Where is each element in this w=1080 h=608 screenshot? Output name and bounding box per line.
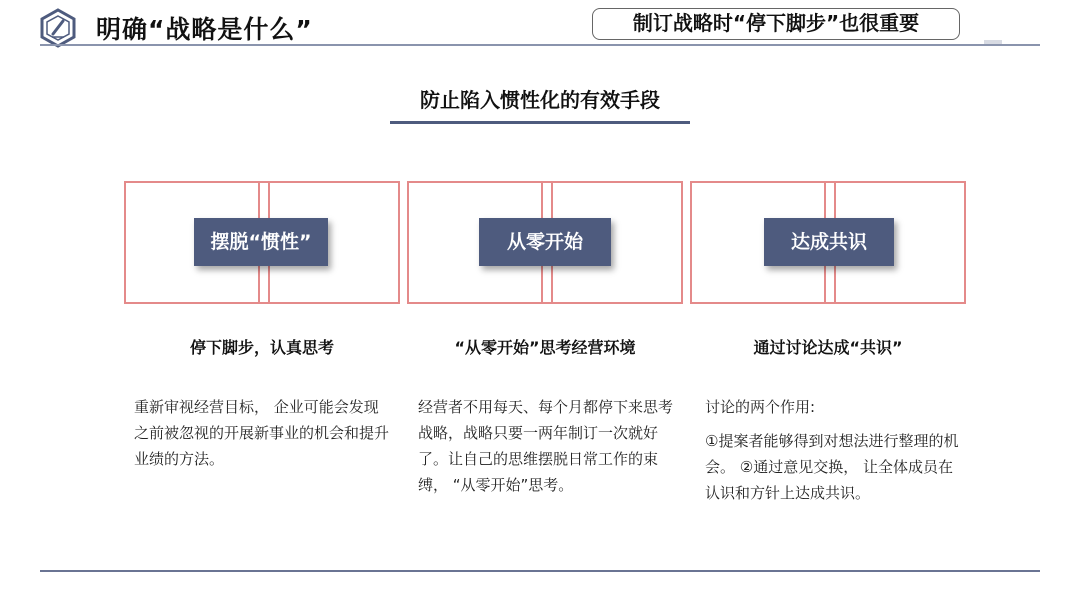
card-start-from-zero — [407, 181, 683, 304]
header-subtitle-box: 制订战略时“停下脚步”也很重要 — [592, 8, 960, 40]
card-label: 摆脱“惯性” — [194, 218, 328, 266]
card-label: 从零开始 — [479, 218, 611, 266]
card-description: 经营者不用每天、每个月都停下来思考战略，战略只要一两年制订一次就好了。让自己的思维摆脱日常工作的束缚， “从零开始”思考。 — [418, 398, 674, 494]
card-description: 重新审视经营目标， 企业可能会发现之前被忽视的开展新事业的机会和提升业绩的方法。 — [134, 398, 390, 468]
section-title-underline — [390, 121, 690, 124]
page-title: 明确“战略是什么” — [96, 15, 313, 44]
card-description-block — [705, 394, 967, 506]
card-reach-consensus — [690, 181, 966, 304]
card-break-inertia — [124, 181, 400, 304]
section-title: 防止陷入惯性化的有效手段 — [420, 88, 660, 112]
footer-divider — [40, 570, 1040, 572]
card-heading: 停下脚步，认真思考 — [189, 338, 334, 357]
pencil-hexagon-icon — [38, 8, 78, 48]
card-label: 达成共识 — [764, 218, 894, 266]
card-heading: 通过讨论达成“共识” — [753, 338, 903, 357]
card-heading: “从零开始”思考经营环境 — [454, 338, 636, 357]
header — [0, 0, 1080, 50]
card-description: ①提案者能够得到对想法进行整理的机会。 ②通过意见交换， 让全体成员在认识和方针上达成共识。 — [705, 432, 959, 502]
header-divider — [40, 44, 1040, 46]
card-description-intro: 讨论的两个作用: — [705, 398, 816, 416]
header-divider-mark — [984, 40, 1002, 44]
